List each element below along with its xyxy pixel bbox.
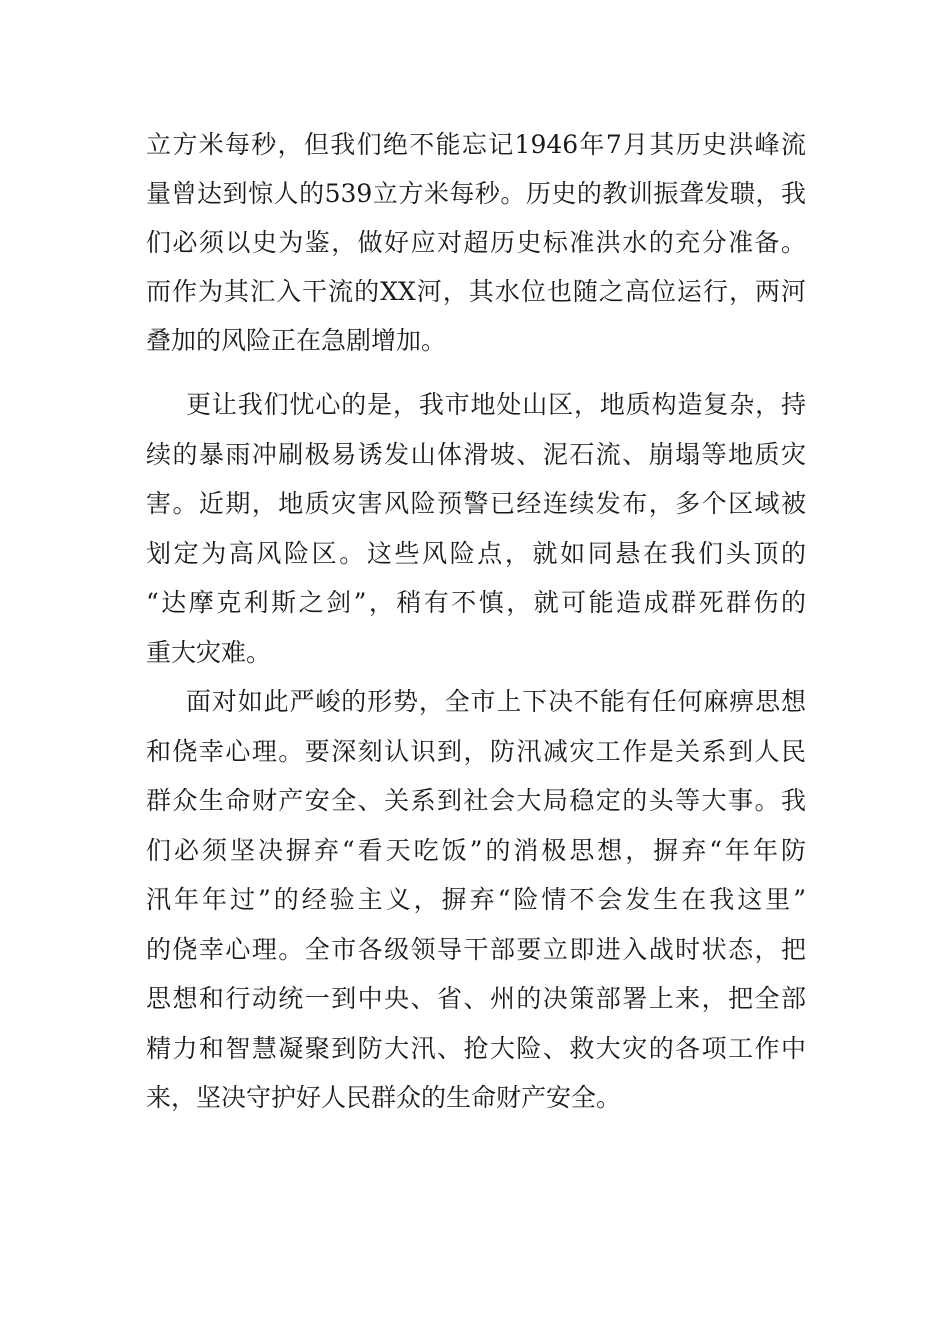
text-line: 而作为其汇入干流的XX河，其水位也随之高位运行，两河 [146, 277, 806, 306]
text-line: 群众生命财产安全、关系到社会大局稳定的头等大事。我 [146, 786, 806, 815]
text-line: 精力和智慧凝聚到防大汛、抢大险、救大灾的各项工作中 [146, 1034, 806, 1063]
text-line: “达摩克利斯之剑”，稍有不慎，就可能造成群死群伤的 [146, 588, 806, 617]
text-line: 更让我们忧心的是，我市地处山区，地质构造复杂，持 [186, 390, 806, 419]
text-line: 立方米每秒，但我们绝不能忘记1946年7月其历史洪峰流 [146, 130, 806, 159]
text-line: 量曾达到惊人的539立方米每秒。历史的教训振聋发聩，我 [146, 179, 806, 208]
text-line: 和侥幸心理。要深刻认识到，防汛减灾工作是关系到人民 [146, 737, 806, 766]
text-line: 的侥幸心理。全市各级领导干部要立即进入战时状态，把 [146, 935, 806, 964]
text-line: 叠加的风险正在急剧增加。 [146, 326, 447, 355]
text-line: 害。近期，地质灾害风险预警已经连续发布，多个区域被 [146, 489, 806, 518]
text-line: 汛年年过”的经验主义，摒弃“险情不会发生在我这里” [146, 885, 806, 914]
text-line: 重大灾难。 [146, 638, 272, 667]
text-line: 思想和行动统一到中央、省、州的决策部署上来，把全部 [146, 984, 806, 1013]
text-line: 面对如此严峻的形势，全市上下决不能有任何麻痹思想 [186, 687, 806, 716]
text-line: 划定为高风险区。这些风险点，就如同悬在我们头顶的 [146, 539, 806, 568]
text-line: 续的暴雨冲刷极易诱发山体滑坡、泥石流、崩塌等地质灾 [146, 440, 806, 469]
text-line: 来，坚决守护好人民群众的生命财产安全。 [146, 1083, 622, 1112]
text-line: 们必须以史为鉴，做好应对超历史标准洪水的充分准备。 [146, 228, 806, 257]
text-line: 们必须坚决摒弃“看天吃饭”的消极思想，摒弃“年年防 [146, 836, 806, 865]
